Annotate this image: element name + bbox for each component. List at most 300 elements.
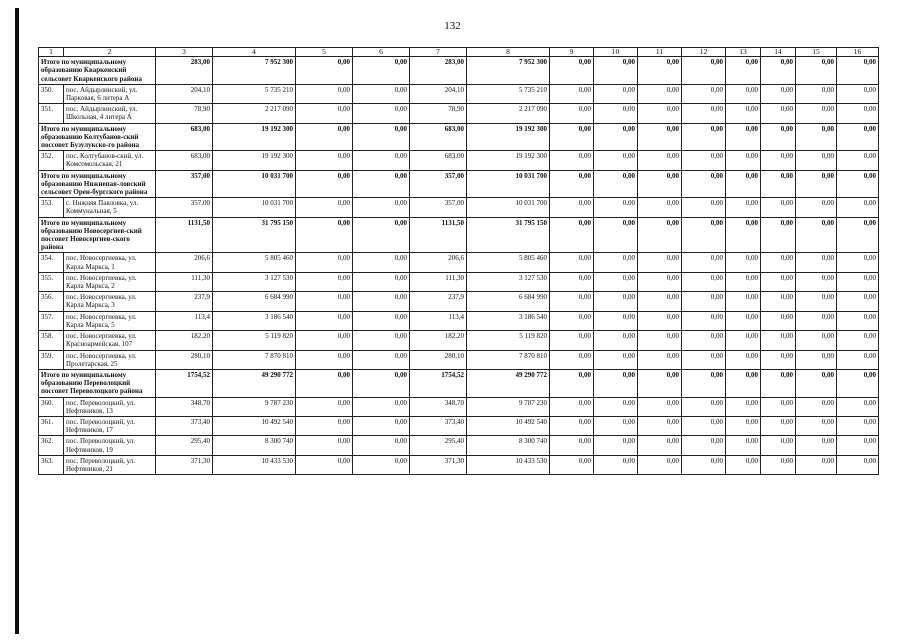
table-row	[39, 350, 879, 369]
total-label: Итого по муниципальному образованию Кваркенский сельсовет Кваркенского района	[39, 57, 156, 85]
value-cell: 0,00	[296, 104, 353, 123]
value-cell: 7 870 810	[467, 350, 550, 369]
value-cell: 0,00	[550, 104, 594, 123]
column-header: 2	[64, 48, 156, 57]
value-cell: 0,00	[761, 350, 796, 369]
value-cell: 1754,52	[156, 369, 213, 397]
value-cell: 0,00	[638, 369, 682, 397]
page-number: 132	[444, 20, 461, 32]
value-cell: 0,00	[796, 217, 837, 253]
value-cell: 0,00	[796, 292, 837, 311]
value-cell: 348,70	[410, 397, 467, 416]
value-cell: 683,00	[410, 123, 467, 151]
total-label: Итого по муниципальному образованию Переволоцкий поссовет Переволоцкого района	[39, 369, 156, 397]
address-cell: пос. Переволоцкий, ул. Нефтяников, 13	[64, 397, 156, 416]
column-number-row	[39, 48, 879, 57]
value-cell: 0,00	[353, 311, 410, 330]
column-header: 10	[594, 48, 638, 57]
value-cell: 683,00	[410, 151, 467, 170]
address-cell: пос. Новосергиевка, ул. Карла Маркса, 1	[64, 253, 156, 272]
row-number: 360.	[39, 397, 64, 416]
value-cell: 19 192 300	[467, 151, 550, 170]
value-cell: 0,00	[726, 217, 761, 253]
value-cell: 0,00	[682, 369, 726, 397]
value-cell: 0,00	[837, 151, 879, 170]
value-cell: 0,00	[726, 123, 761, 151]
value-cell: 0,00	[594, 272, 638, 291]
value-cell: 9 787 230	[467, 397, 550, 416]
value-cell: 0,00	[638, 397, 682, 416]
table-row	[39, 397, 879, 416]
value-cell: 0,00	[296, 369, 353, 397]
row-number: 354.	[39, 253, 64, 272]
value-cell: 1131,50	[156, 217, 213, 253]
address-cell: пос. Новосергиевка, ул. Карла Маркса, 5	[64, 311, 156, 330]
value-cell: 683,00	[156, 123, 213, 151]
value-cell: 0,00	[837, 436, 879, 455]
table-row	[39, 416, 879, 435]
value-cell: 0,00	[550, 272, 594, 291]
value-cell: 0,00	[353, 436, 410, 455]
value-cell: 0,00	[353, 416, 410, 435]
value-cell: 6 684 990	[467, 292, 550, 311]
column-header: 5	[296, 48, 353, 57]
value-cell: 0,00	[796, 369, 837, 397]
value-cell: 0,00	[296, 253, 353, 272]
value-cell: 10 433 530	[213, 455, 296, 474]
value-cell: 0,00	[837, 170, 879, 198]
address-cell: пос. Новосергиевка, ул. Пролетарская, 25	[64, 350, 156, 369]
value-cell: 0,00	[296, 151, 353, 170]
table-body	[39, 57, 879, 475]
value-cell: 0,00	[726, 369, 761, 397]
value-cell: 204,10	[156, 84, 213, 103]
column-header: 6	[353, 48, 410, 57]
address-cell: пос. Новосергиевка, ул. Красноармейская, 107	[64, 331, 156, 350]
total-row	[39, 217, 879, 253]
value-cell: 0,00	[837, 253, 879, 272]
column-header: 4	[213, 48, 296, 57]
value-cell: 0,00	[682, 151, 726, 170]
total-row	[39, 57, 879, 85]
value-cell: 0,00	[296, 84, 353, 103]
value-cell: 0,00	[594, 84, 638, 103]
value-cell: 0,00	[550, 170, 594, 198]
value-cell: 0,00	[296, 123, 353, 151]
column-header: 9	[550, 48, 594, 57]
value-cell: 1131,50	[410, 217, 467, 253]
value-cell: 0,00	[726, 84, 761, 103]
value-cell: 0,00	[594, 292, 638, 311]
value-cell: 10 433 530	[467, 455, 550, 474]
value-cell: 0,00	[296, 350, 353, 369]
row-number: 357.	[39, 311, 64, 330]
value-cell: 0,00	[837, 311, 879, 330]
value-cell: 0,00	[726, 57, 761, 85]
value-cell: 0,00	[638, 151, 682, 170]
address-cell: пос. Переволоцкий, ул. Нефтяников, 21	[64, 455, 156, 474]
table-row	[39, 292, 879, 311]
value-cell: 0,00	[296, 436, 353, 455]
value-cell: 280,10	[410, 350, 467, 369]
value-cell: 0,00	[726, 151, 761, 170]
value-cell: 0,00	[353, 397, 410, 416]
value-cell: 0,00	[726, 170, 761, 198]
value-cell: 0,00	[682, 84, 726, 103]
address-cell: пос. Айдырлинский, ул. Школьная, 4 литера А	[64, 104, 156, 123]
value-cell: 0,00	[550, 436, 594, 455]
column-header: 8	[467, 48, 550, 57]
row-number: 353.	[39, 198, 64, 217]
value-cell: 0,00	[594, 331, 638, 350]
value-cell: 0,00	[796, 455, 837, 474]
value-cell: 0,00	[761, 292, 796, 311]
value-cell: 3 127 530	[213, 272, 296, 291]
value-cell: 0,00	[550, 292, 594, 311]
value-cell: 0,00	[726, 455, 761, 474]
total-label: Итого по муниципальному образованию Новосергиев-ский поссовет Новосергиев-ского района	[39, 217, 156, 253]
value-cell: 295,40	[156, 436, 213, 455]
value-cell: 357,00	[156, 198, 213, 217]
value-cell: 0,00	[837, 272, 879, 291]
value-cell: 19 192 300	[213, 151, 296, 170]
value-cell: 0,00	[682, 170, 726, 198]
value-cell: 3 186 540	[213, 311, 296, 330]
value-cell: 0,00	[638, 455, 682, 474]
value-cell: 0,00	[837, 57, 879, 85]
value-cell: 0,00	[594, 198, 638, 217]
column-header: 11	[638, 48, 682, 57]
row-number: 358.	[39, 331, 64, 350]
value-cell: 78,90	[410, 104, 467, 123]
value-cell: 0,00	[837, 217, 879, 253]
value-cell: 0,00	[837, 198, 879, 217]
value-cell: 0,00	[594, 217, 638, 253]
column-header: 12	[682, 48, 726, 57]
value-cell: 0,00	[296, 272, 353, 291]
value-cell: 0,00	[353, 253, 410, 272]
value-cell: 10 031 700	[467, 170, 550, 198]
value-cell: 3 127 530	[467, 272, 550, 291]
value-cell: 0,00	[638, 170, 682, 198]
value-cell: 5 805 460	[213, 253, 296, 272]
value-cell: 371,30	[156, 455, 213, 474]
value-cell: 0,00	[353, 350, 410, 369]
value-cell: 0,00	[594, 455, 638, 474]
value-cell: 0,00	[682, 57, 726, 85]
value-cell: 0,00	[761, 170, 796, 198]
row-number: 362.	[39, 436, 64, 455]
value-cell: 49 290 772	[467, 369, 550, 397]
value-cell: 0,00	[353, 151, 410, 170]
value-cell: 0,00	[550, 416, 594, 435]
value-cell: 0,00	[550, 123, 594, 151]
value-cell: 0,00	[761, 331, 796, 350]
value-cell: 0,00	[796, 123, 837, 151]
row-number: 352.	[39, 151, 64, 170]
value-cell: 9 787 230	[213, 397, 296, 416]
value-cell: 0,00	[796, 151, 837, 170]
value-cell: 8 300 740	[213, 436, 296, 455]
value-cell: 19 192 300	[213, 123, 296, 151]
row-number: 361.	[39, 416, 64, 435]
value-cell: 0,00	[638, 84, 682, 103]
table-row	[39, 272, 879, 291]
value-cell: 0,00	[296, 311, 353, 330]
value-cell: 0,00	[353, 217, 410, 253]
value-cell: 10 492 540	[467, 416, 550, 435]
value-cell: 0,00	[682, 292, 726, 311]
value-cell: 280,10	[156, 350, 213, 369]
value-cell: 0,00	[726, 253, 761, 272]
value-cell: 31 795 150	[213, 217, 296, 253]
value-cell: 0,00	[682, 416, 726, 435]
value-cell: 2 217 090	[467, 104, 550, 123]
value-cell: 5 735 210	[213, 84, 296, 103]
value-cell: 5 735 210	[467, 84, 550, 103]
value-cell: 683,00	[156, 151, 213, 170]
value-cell: 0,00	[353, 198, 410, 217]
value-cell: 0,00	[296, 170, 353, 198]
table-row	[39, 84, 879, 103]
value-cell: 0,00	[682, 436, 726, 455]
table-row	[39, 331, 879, 350]
value-cell: 0,00	[594, 311, 638, 330]
value-cell: 0,00	[726, 350, 761, 369]
value-cell: 0,00	[761, 217, 796, 253]
value-cell: 0,00	[761, 436, 796, 455]
value-cell: 0,00	[796, 104, 837, 123]
value-cell: 0,00	[550, 198, 594, 217]
value-cell: 0,00	[296, 217, 353, 253]
value-cell: 0,00	[796, 84, 837, 103]
data-table	[38, 47, 879, 475]
value-cell: 2 217 090	[213, 104, 296, 123]
table-header	[39, 48, 879, 57]
value-cell: 0,00	[726, 104, 761, 123]
value-cell: 0,00	[682, 397, 726, 416]
value-cell: 5 119 820	[467, 331, 550, 350]
value-cell: 0,00	[761, 198, 796, 217]
value-cell: 10 031 700	[213, 198, 296, 217]
page-edge-bar	[15, 8, 19, 634]
value-cell: 0,00	[296, 292, 353, 311]
value-cell: 0,00	[353, 170, 410, 198]
value-cell: 0,00	[796, 57, 837, 85]
table-row	[39, 104, 879, 123]
value-cell: 0,00	[638, 272, 682, 291]
column-header: 14	[761, 48, 796, 57]
value-cell: 111,30	[156, 272, 213, 291]
value-cell: 0,00	[638, 217, 682, 253]
value-cell: 0,00	[837, 104, 879, 123]
value-cell: 206,6	[156, 253, 213, 272]
table-row	[39, 455, 879, 474]
value-cell: 0,00	[796, 331, 837, 350]
value-cell: 0,00	[550, 151, 594, 170]
value-cell: 7 952 300	[467, 57, 550, 85]
value-cell: 0,00	[682, 217, 726, 253]
value-cell: 0,00	[353, 369, 410, 397]
value-cell: 31 795 150	[467, 217, 550, 253]
row-number: 363.	[39, 455, 64, 474]
value-cell: 0,00	[594, 104, 638, 123]
value-cell: 10 031 700	[213, 170, 296, 198]
value-cell: 0,00	[682, 272, 726, 291]
value-cell: 0,00	[638, 253, 682, 272]
value-cell: 0,00	[296, 397, 353, 416]
address-cell: пос. Колтубанов-ский, ул. Комсомольская, 21	[64, 151, 156, 170]
value-cell: 0,00	[796, 272, 837, 291]
value-cell: 0,00	[796, 397, 837, 416]
value-cell: 0,00	[726, 292, 761, 311]
value-cell: 8 300 740	[467, 436, 550, 455]
value-cell: 111,30	[410, 272, 467, 291]
value-cell: 0,00	[550, 455, 594, 474]
value-cell: 0,00	[353, 104, 410, 123]
value-cell: 0,00	[761, 455, 796, 474]
value-cell: 204,10	[410, 84, 467, 103]
value-cell: 0,00	[682, 123, 726, 151]
value-cell: 0,00	[638, 350, 682, 369]
value-cell: 0,00	[726, 198, 761, 217]
total-row	[39, 369, 879, 397]
value-cell: 0,00	[761, 84, 796, 103]
address-cell: пос. Айдырлинский, ул. Парковая, 6 литера А	[64, 84, 156, 103]
address-cell: пос. Переволоцкий, ул. Нефтяников, 17	[64, 416, 156, 435]
value-cell: 0,00	[761, 416, 796, 435]
value-cell: 0,00	[726, 331, 761, 350]
value-cell: 0,00	[550, 350, 594, 369]
value-cell: 295,40	[410, 436, 467, 455]
value-cell: 0,00	[353, 123, 410, 151]
value-cell: 0,00	[837, 416, 879, 435]
value-cell: 0,00	[796, 253, 837, 272]
value-cell: 0,00	[726, 416, 761, 435]
value-cell: 0,00	[796, 311, 837, 330]
table-row	[39, 198, 879, 217]
value-cell: 10 492 540	[213, 416, 296, 435]
value-cell: 0,00	[550, 311, 594, 330]
column-header: 13	[726, 48, 761, 57]
total-label: Итого по муниципальному образованию Нижнепав-ловский сельсовет Орен-бургского района	[39, 170, 156, 198]
value-cell: 5 119 820	[213, 331, 296, 350]
value-cell: 0,00	[796, 198, 837, 217]
value-cell: 0,00	[761, 311, 796, 330]
row-number: 359.	[39, 350, 64, 369]
value-cell: 0,00	[682, 331, 726, 350]
value-cell: 0,00	[550, 217, 594, 253]
total-row	[39, 170, 879, 198]
value-cell: 371,30	[410, 455, 467, 474]
value-cell: 0,00	[682, 350, 726, 369]
value-cell: 0,00	[761, 57, 796, 85]
value-cell: 0,00	[550, 397, 594, 416]
value-cell: 0,00	[837, 331, 879, 350]
value-cell: 19 192 300	[467, 123, 550, 151]
value-cell: 0,00	[353, 57, 410, 85]
value-cell: 357,00	[410, 170, 467, 198]
value-cell: 7 870 810	[213, 350, 296, 369]
value-cell: 0,00	[353, 292, 410, 311]
value-cell: 0,00	[726, 397, 761, 416]
value-cell: 0,00	[296, 416, 353, 435]
column-header: 1	[39, 48, 64, 57]
value-cell: 357,00	[156, 170, 213, 198]
value-cell: 6 684 990	[213, 292, 296, 311]
value-cell: 0,00	[761, 104, 796, 123]
total-row	[39, 123, 879, 151]
value-cell: 0,00	[726, 436, 761, 455]
value-cell: 237,9	[410, 292, 467, 311]
value-cell: 0,00	[837, 292, 879, 311]
value-cell: 0,00	[682, 455, 726, 474]
value-cell: 0,00	[796, 416, 837, 435]
value-cell: 0,00	[550, 369, 594, 397]
value-cell: 0,00	[726, 272, 761, 291]
value-cell: 0,00	[550, 84, 594, 103]
value-cell: 0,00	[594, 57, 638, 85]
value-cell: 0,00	[682, 198, 726, 217]
value-cell: 0,00	[638, 104, 682, 123]
value-cell: 0,00	[682, 253, 726, 272]
value-cell: 0,00	[761, 272, 796, 291]
address-cell: с. Нижняя Павловка, ул. Коммунальная, 5	[64, 198, 156, 217]
table-row	[39, 151, 879, 170]
value-cell: 0,00	[353, 331, 410, 350]
value-cell: 7 952 300	[213, 57, 296, 85]
address-cell: пос. Переволоцкий, ул. Нефтяников, 19	[64, 436, 156, 455]
value-cell: 0,00	[594, 350, 638, 369]
row-number: 350.	[39, 84, 64, 103]
value-cell: 0,00	[594, 397, 638, 416]
value-cell: 113,4	[410, 311, 467, 330]
value-cell: 206,6	[410, 253, 467, 272]
value-cell: 0,00	[761, 253, 796, 272]
value-cell: 78,90	[156, 104, 213, 123]
value-cell: 0,00	[550, 253, 594, 272]
value-cell: 0,00	[296, 455, 353, 474]
value-cell: 0,00	[638, 331, 682, 350]
value-cell: 283,00	[156, 57, 213, 85]
value-cell: 182,20	[156, 331, 213, 350]
address-cell: пос. Новосергиевка, ул. Карла Маркса, 3	[64, 292, 156, 311]
value-cell: 0,00	[638, 57, 682, 85]
value-cell: 0,00	[594, 123, 638, 151]
value-cell: 5 805 460	[467, 253, 550, 272]
column-header: 15	[796, 48, 837, 57]
table-row	[39, 436, 879, 455]
value-cell: 0,00	[296, 198, 353, 217]
value-cell: 0,00	[353, 455, 410, 474]
value-cell: 0,00	[296, 57, 353, 85]
value-cell: 0,00	[837, 123, 879, 151]
value-cell: 10 031 700	[467, 198, 550, 217]
value-cell: 1754,52	[410, 369, 467, 397]
value-cell: 0,00	[594, 369, 638, 397]
value-cell: 0,00	[837, 397, 879, 416]
value-cell: 0,00	[594, 170, 638, 198]
value-cell: 0,00	[837, 455, 879, 474]
value-cell: 0,00	[638, 311, 682, 330]
value-cell: 357,00	[410, 198, 467, 217]
value-cell: 0,00	[638, 416, 682, 435]
value-cell: 373,40	[156, 416, 213, 435]
value-cell: 0,00	[761, 369, 796, 397]
value-cell: 0,00	[550, 57, 594, 85]
value-cell: 0,00	[837, 350, 879, 369]
value-cell: 0,00	[796, 350, 837, 369]
